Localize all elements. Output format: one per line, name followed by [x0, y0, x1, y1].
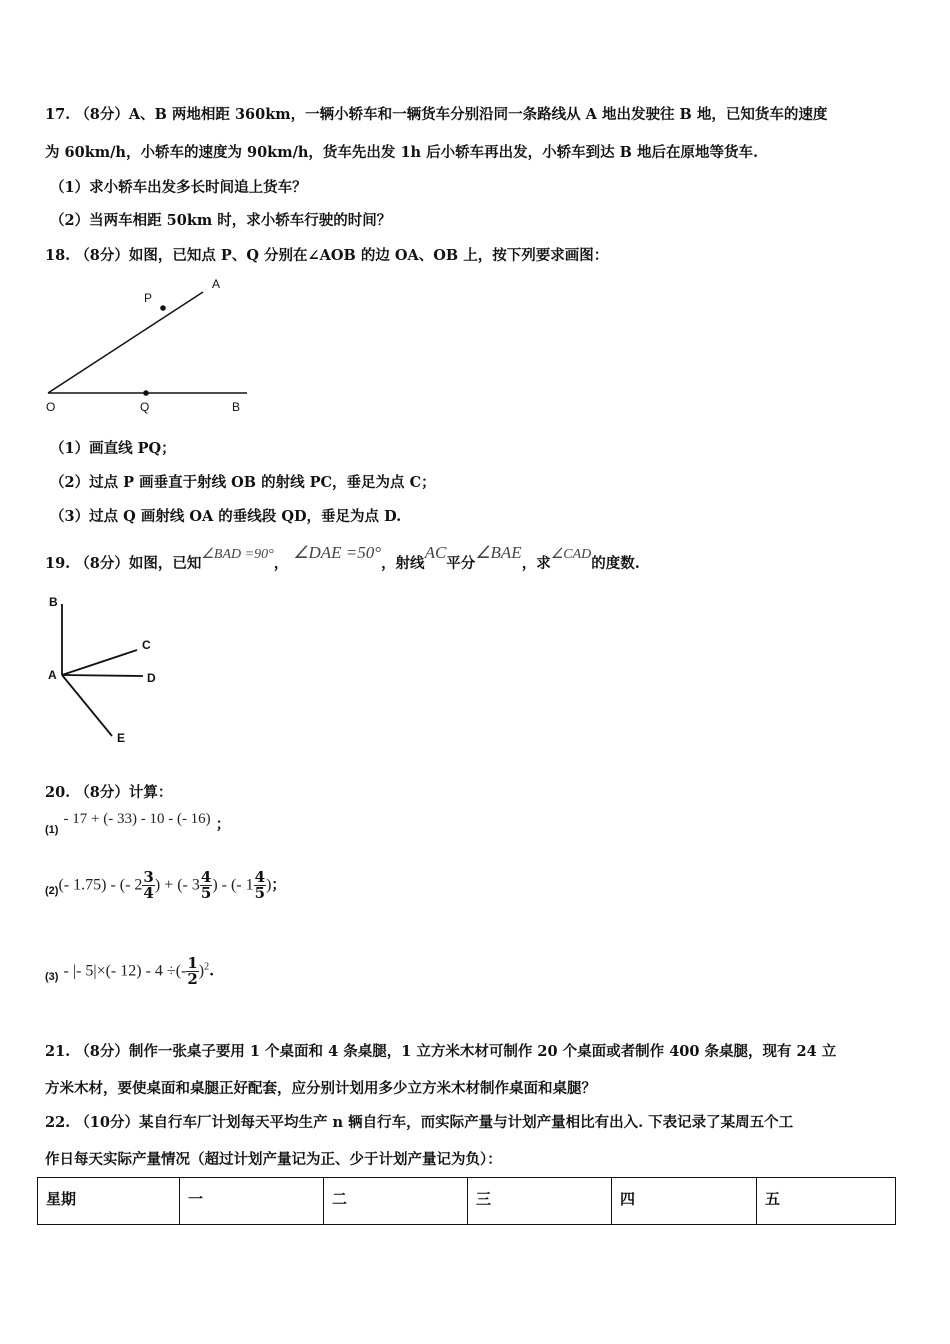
q20-p2-frac2: $\frac{4}{5}$ [200, 868, 212, 902]
q20-p2-label: (2) [45, 884, 59, 897]
label-b: B [232, 400, 241, 414]
label-e: E [117, 731, 126, 745]
q20-part3 [45, 956, 214, 987]
angle-aob-figure [36, 272, 266, 420]
q17-line2: 为 60km/h，小轿车的速度为 90km/h，货车先出发 1h 后小轿车再出发，小轿车到达 B 地后在原地等货车. [45, 144, 759, 161]
q18-sub2: （2）过点 P 画垂直于射线 OB 的射线 PC，垂足为点 C； [50, 474, 436, 491]
q20-p3-a: - |- 5|×(- 12) - 4 ÷(- [63, 962, 187, 980]
table-row [38, 1178, 896, 1225]
label-b: B [49, 595, 58, 609]
q20-p1-label: (1) [45, 824, 59, 836]
q19-angle-bae: ∠BAE [475, 543, 522, 562]
q18-sub3: （3）过点 Q 画射线 OA 的垂线段 QD，垂足为点 D. [50, 508, 402, 525]
q17-sub2: （2）当两车相距 50km 时，求小轿车行驶的时间？ [50, 212, 392, 229]
q19-text-bisect: 平分 [446, 555, 476, 572]
ray-oa [48, 292, 203, 393]
q20-part2 [45, 870, 286, 901]
q20-p2-b: ) + (- 3 [154, 876, 200, 894]
q19-ray-ac: AC [424, 543, 447, 562]
label-p: P [144, 291, 153, 305]
q21-line1: 21. （8分）制作一张桌子要用 1 个桌面和 4 条桌腿，1 立方米木材可制作 20 个桌面或者制作 400 条桌腿，现有 24 立 [45, 1043, 837, 1060]
angle-bae-figure [40, 590, 180, 750]
table-header-cell: 四 [612, 1178, 757, 1225]
table-header-cell: 三 [468, 1178, 612, 1225]
table-header-cell: 一 [180, 1178, 324, 1225]
q20-p3-exp: 2 [204, 961, 210, 973]
q20-p2-d: ) [266, 876, 272, 894]
label-q: Q [140, 400, 150, 414]
label-c: C [142, 638, 151, 652]
q20-p1-expr: - 17 + (- 33) - 10 - (- 16) [63, 811, 211, 827]
label-a: A [48, 668, 57, 682]
q17-line1: 17. （8分）A、B 两地相距 360km，一辆小轿车和一辆货车分别沿同一条路线从 A 地出发驶往 B 地，已知货车的速度 [45, 106, 828, 123]
q20-p3-frac: $\frac{1}{2}$ [187, 954, 198, 988]
production-table [37, 1177, 896, 1225]
q20-part1 [45, 813, 230, 834]
q19-text-degree: 的度数. [591, 555, 640, 572]
table-header-cell: 二 [324, 1178, 468, 1225]
label-d: D [147, 671, 156, 685]
q20-p1-end: ； [215, 816, 231, 833]
q20-p2-c: ) - (- 1 [212, 876, 254, 894]
q20-p2-frac3: $\frac{4}{5}$ [254, 868, 266, 902]
q22-line1: 22. （10分）某自行车厂计划每天平均生产 n 辆自行车，而实际产量与计划产量相比有出入. 下表记录了某周五个工 [45, 1114, 794, 1131]
point-q [143, 390, 149, 396]
q20-p2-end: ； [271, 876, 286, 894]
q20-p3-b: ) [198, 962, 205, 980]
point-p [160, 305, 166, 311]
q20-line1: 20. （8分）计算： [45, 784, 173, 801]
q20-p2-a: (- 1.75) - (- 2 [58, 876, 143, 894]
label-o: O [46, 400, 56, 414]
q17-sub1: （1）求小轿车出发多长时间追上货车？ [50, 179, 307, 196]
q20-p2-frac1: $\frac{3}{4}$ [143, 868, 154, 902]
ray-ad [62, 675, 143, 676]
table-header-cell: 星期 [38, 1178, 180, 1225]
q20-p3-label: (3) [45, 970, 59, 983]
q22-line2: 作日每天实际产量情况（超过计划产量记为正、少于计划产量记为负）： [45, 1151, 502, 1168]
q18-line1: 18. （8分）如图，已知点 P、Q 分别在∠AOB 的边 OA、OB 上，按下列要求画图： [45, 247, 609, 264]
q19-text-find: ，求 [521, 555, 551, 572]
q20-p3-end: . [209, 962, 215, 980]
q19-angle-bad: ∠BAD =90° [201, 547, 274, 562]
q19-line1 [45, 543, 640, 573]
q19-angle-cad: ∠CAD [550, 547, 592, 562]
ray-ac [62, 650, 137, 675]
q21-line2: 方米木材，要使桌面和桌腿正好配套，应分别计划用多少立方米木材制作桌面和桌腿？ [45, 1080, 596, 1097]
table-header-cell: 五 [757, 1178, 896, 1225]
q19-prefix: 19. （8分）如图，已知 [45, 555, 202, 572]
q18-sub1: （1）画直线 PQ； [50, 440, 176, 457]
ray-ae [62, 675, 112, 736]
q19-sep1: ， [273, 555, 289, 572]
q19-text-ray: ，射线 [381, 555, 425, 572]
label-a: A [212, 277, 221, 291]
q19-angle-dae: ∠DAE =50° [293, 543, 382, 562]
